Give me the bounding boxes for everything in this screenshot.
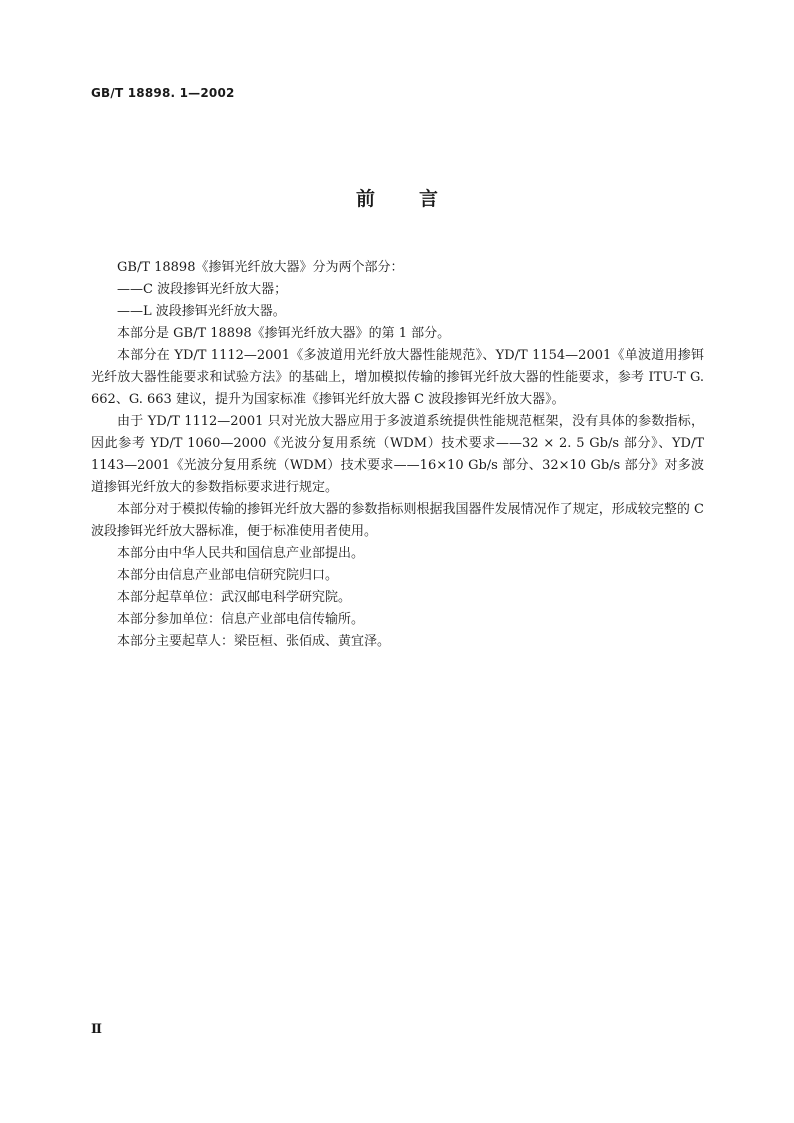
paragraph-basis: 本部分在 YD/T 1112—2001《多波道用光纤放大器性能规范》、YD/T 1154—2001《单波道用掺铒光纤放大器性能要求和试验方法》的基础上，增加模拟传输的掺铒光纤放大器的性能要求，参考 ITU-T G. 662、G. 663 建议，提升为国家标准《掺铒光纤放大器 C 波段掺铒光纤放大器》。 — [91, 348, 704, 407]
list-item-c-band: ——C 波段掺铒光纤放大器； — [117, 282, 288, 297]
paragraph-part-number: 本部分是 GB/T 18898《掺铒光纤放大器》的第 1 部分。 — [117, 326, 451, 341]
list-item-l-band: ——L 波段掺铒光纤放大器。 — [117, 304, 286, 319]
paragraph-drafters: 本部分主要起草人：梁臣桓、张佰成、黄宜泽。 — [117, 634, 391, 649]
paragraph-references: 由于 YD/T 1112—2001 只对光放大器应用于多波道系统提供性能规范框架，没有具体的参数指标，因此参考 YD/T 1060—2000《光波分复用系统（WDM）技术要求——32 × 2. 5 Gb/s 部分》、YD/T 1143—2001《光波分复用系统（WDM）技术要求——16×10 Gb/s 部分、32×10 Gb/s 部分》对多波道掺铒光纤放大的参数指标要求进行规定。 — [91, 414, 704, 495]
preface-body — [91, 257, 704, 653]
standard-code: GB/T 18898. 1—2002 — [91, 86, 235, 100]
paragraph-proposed-by: 本部分由中华人民共和国信息产业部提出。 — [117, 546, 365, 561]
paragraph-analog: 本部分对于模拟传输的掺铒光纤放大器的参数指标则根据我国器件发展情况作了规定，形成较完整的 C 波段掺铒光纤放大器标准，便于标准使用者使用。 — [91, 502, 704, 539]
paragraph-drafting-unit: 本部分起草单位：武汉邮电科学研究院。 — [117, 590, 352, 605]
page-number: Ⅱ — [91, 1022, 102, 1037]
paragraph-participating-unit: 本部分参加单位：信息产业部电信传输所。 — [117, 612, 365, 627]
page-title: 前言 — [355, 188, 482, 210]
paragraph-managed-by: 本部分由信息产业部电信研究院归口。 — [117, 568, 339, 583]
paragraph-parts-intro: GB/T 18898《掺铒光纤放大器》分为两个部分： — [117, 260, 404, 275]
